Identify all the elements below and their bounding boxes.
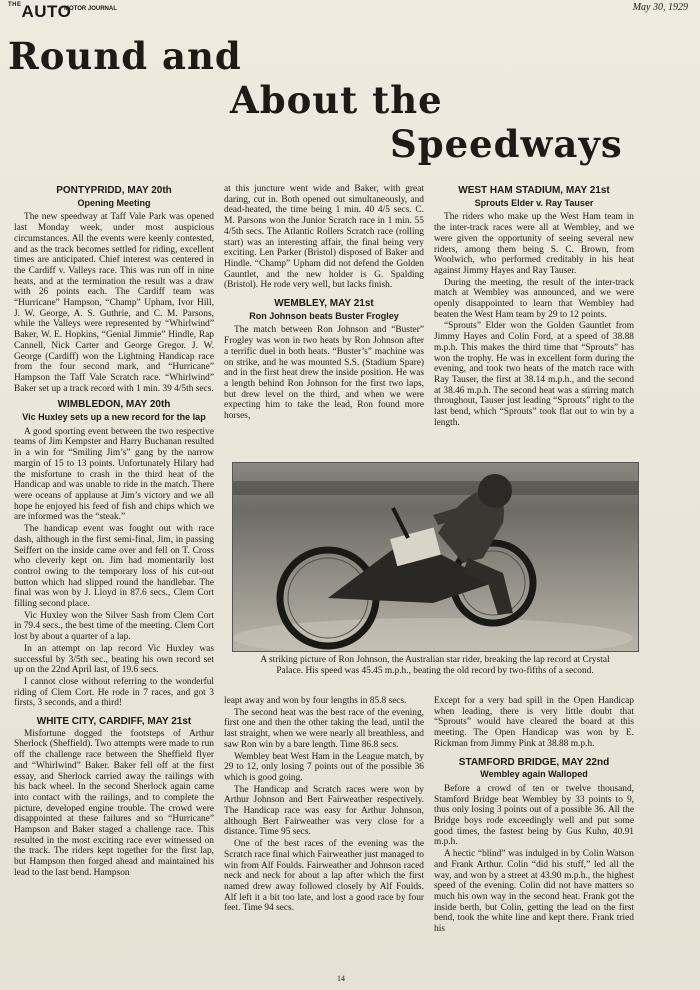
rider-image bbox=[233, 463, 638, 651]
speedway-photo bbox=[232, 462, 639, 652]
column-2 bbox=[224, 184, 424, 423]
section-heading-stamford-bridge: STAMFORD BRIDGE, MAY 22nd bbox=[458, 756, 610, 768]
paragraph: The Handicap and Scratch races were won by Arthur Johnson and Bert Fairweather respectively. The Handicap race was easy for Arthur Johnson, although Bert Fairweather was very close for a distance. Time 95 secs. bbox=[224, 784, 424, 838]
section-heading-wembley: WEMBLEY, MAY 21st bbox=[274, 298, 374, 310]
title-line-1: Round and bbox=[8, 34, 242, 78]
paragraph: I cannot close without referring to the wonderful riding of Clem Cort. He rode in 7 races, and got 3 firsts, 3 seconds, and a third! bbox=[14, 676, 214, 709]
section-subheading-johnson: Ron Johnson beats Buster Frogley bbox=[249, 310, 399, 321]
column-3 bbox=[434, 184, 634, 429]
paragraph: Misfortune dogged the footsteps of Arthur Sherlock (Sheffield). Two attempts were made to run off the challenge race between the Sheffield flyer and “Whirlwind” Baker. Baker fell off at the first essay, and Sherlock carried away the railings with his back wheel. In the second Sherlock again came into contact with the railings, and to complete the picture, developed engine trouble. The crowd were disappointed at these failures and so “Hurricane” Hampson and Baker staged a challenge race. This resulted in the most exciting race ever witnessed on the track. The riders kept together for the first lap, but Hampson then forged ahead and maintained his lead to the last bend. Hampson bbox=[14, 728, 214, 878]
paragraph: at this juncture went wide and Baker, with great daring, cut in. Both opened out simultaneously, and dead-heated, the time being 1 min. 40 4/5 secs. C. M. Parsons won the Junior Scratch race in 1 min. 55 4/5th secs. The Atlantic Rollers Scratch race (rolling start) was an interesting affair, the final being very exciting. Len Parker (Bristol) disposed of Baker and Hindle. “Champ” Upham did not defend the Golden Gauntlet, and the new holder is G. Spalding (Bristol). He rode very well, but lacks finish. bbox=[224, 184, 424, 291]
paragraph: “Sprouts” Elder won the Golden Gauntlet from Jimmy Hayes and Colin Ford, at a speed of 38.88 m.p.h. This makes the third time that “Sprouts” has won the trophy. He was in excellent form during the evening, and took two heats of the match race with Ray Tauser, the first at 38.14 m.p.h., and the second at 38.46 m.p.h. The second heat was a stirring match throughout, Tauser just leading “Sprouts” right to the last bend, which “Sprouts” took flat out to win by a length. bbox=[434, 321, 634, 428]
masthead-prefix: THE bbox=[8, 2, 22, 8]
masthead-name: AUTO bbox=[21, 2, 72, 21]
paragraph: A hectic “blind” was indulged in by Colin Watson and Frank Arthur. Colin “did his stuff,” led all the way, and won by a street at 43.90 m.p.h., the highest speed of the evening. Colin did not have matters so much his own way in the second heat. Frank got the inside berth, but Colin, getting the lead on the first bend, took the white line and kept there. Frank tried his bbox=[434, 849, 634, 935]
paragraph: The handicap event was fought out with race dash, although in the first semi-final, Jim, in passing Seiffert on the inside came over and fell on T. Cross who cleverly kept on. Jim had momentarily lost control owing to the temporary loss of his cut-out button which had slipped round the handlebar. The final was won by J. Lloyd in 87.6 secs., Clem Cort filling second place. bbox=[14, 524, 214, 610]
section-heading-west-ham: WEST HAM STADIUM, MAY 21st bbox=[458, 185, 610, 196]
paragraph: The second heat was the best race of the evening, first one and then the other taking the lead, until the last straight, when we were nearly all breathless, and saw Ron win by a bare length. Time 86.8 secs. bbox=[224, 707, 424, 750]
title-line-3: Speedways bbox=[390, 122, 623, 166]
section-subheading-sprouts: Sprouts Elder v. Ray Tauser bbox=[474, 197, 594, 208]
section-heading-wimbledon: WIMBLEDON, MAY 20th bbox=[57, 399, 171, 411]
paragraph: During the meeting, the result of the inter-track match at Wembley was announced, and we were openly disappointed to learn that Wembley had beaten the West Ham team by 29 to 12 points. bbox=[434, 277, 634, 320]
masthead-logo bbox=[8, 2, 71, 22]
section-heading-white-city: WHITE CITY, CARDIFF, MAY 21st bbox=[36, 716, 192, 728]
paragraph: Wembley beat West Ham in the League match, by 29 to 12, only losing 7 points out of the possible 36 which is good going. bbox=[224, 751, 424, 783]
section-heading-pontypridd: PONTYPRIDD, MAY 20th bbox=[56, 185, 172, 196]
section-subheading-wembley-walloped: Wembley again Walloped bbox=[480, 769, 588, 780]
paragraph: The match between Ron Johnson and “Buster” Frogley was won in two heats by Ron Johnson after a terrific duel in both heats. “Buster’s” machine was on strike, and he was mounted S.S. (Stadium Spare) and in the first heat drew the inside position. He was a length behind Ron Johnson for the first two laps, but drew level on the third, and when we were expecting him to take the lead, Ron found more horses, bbox=[224, 325, 424, 422]
issue-date: May 30, 1929 bbox=[632, 2, 688, 13]
paragraph: The new speedway at Taff Vale Park was opened last Monday week, under most auspicious circumstances. All the events were keenly contested, and as the track becomes settled for riding, excellent times are anticipated. Chief interest was centered in the Cardiff v. Valleys race. This was run off in nine heats, and at the termination the result was a draw with 26 points each. The Cardiff team was “Hurricane” Hampson, “Champ” Upham, Ivor Hill, J. W. George, A. S. Guthrie, and C. M. Parsons, while the Valleys were represented by “Whirlwind” Baker, W. E. Hopkins, “Genial Jimmie” Hindle, Rap Cannell, Nick Carter and George Gregor. J. W. George (Cardiff) won the Lightning Handicap race from the four second mark, and “Hurricane” Hampson the Taff Vale Scratch race. “Whirlwind” Baker set up a track record with 1 min. 39 4/5th secs. bbox=[14, 212, 214, 394]
column-4 bbox=[224, 696, 424, 915]
paragraph: One of the best races of the evening was the Scratch race final which Fairweather just managed to win from Alf Foulds. Fairweather and Johnson raced neck and neck for about a lap after which the first named drew away followed closely by Alf Foulds. Alf left it a bit too late, and lost a good race by four feet. Time 94 secs. bbox=[224, 839, 424, 914]
paragraph: A good sporting event between the two respective teams of Jim Kempster and Harry Buchanan resulted in a win for “Smiling Jim’s” gang by the narrow margin of 15 to 13 points. Unfortunately Hilary had the misfortune to crash in the third heat of the Handicap and was unable to ride in the match. There were oceans of applause at Jim’s victory and we all hope he enjoyed his feed of fish and chips which we are informed was the “steak.” bbox=[14, 426, 214, 523]
paragraph: In an attempt on lap record Vic Huxley was successful by 3/5th sec., beating his own record set up on the 22nd April last, of 19.6 secs. bbox=[14, 643, 214, 676]
page-number: 14 bbox=[337, 974, 345, 983]
section-subheading-opening: Opening Meeting bbox=[77, 197, 151, 208]
paragraph: Except for a very bad spill in the Open Handicap when leading, there is very little doubt that “Sprouts” would have cleared the board at this meeting. The Open Handicap was won by E. Rickman from Jimmy Pink at 38.88 m.p.h. bbox=[434, 696, 634, 749]
photo-caption: A striking picture of Ron Johnson, the Australian star rider, breaking the lap record at Crystal Palace. His speed was 45.45 m.p.h., beating the old record by two-fifths of a second. bbox=[260, 655, 610, 676]
masthead-subtitle: MOTOR JOURNAL bbox=[64, 6, 117, 12]
column-1 bbox=[14, 184, 214, 880]
section-subheading-huxley: Vic Huxley sets up a new record for the lap bbox=[22, 412, 206, 423]
paragraph: The riders who make up the West Ham team in the inter-track races were all at Wembley, and we were given the opportunity of seeing several new riders, among them being S. C. Brown, from Woolwich, who performed creditably in his heat against Jimmy Hayes and Ray Tauser. bbox=[434, 212, 634, 276]
title-line-2: About the bbox=[230, 78, 443, 122]
paragraph: Before a crowd of ten or twelve thousand, Stamford Bridge beat Wembley by 33 points to 9, thus only losing 3 points out of a possible 36. All the Bridge boys rode exceedingly well and put some good times, the fastest being by Gus Kuhn, 40.91 m.p.h. bbox=[434, 783, 634, 848]
column-5 bbox=[434, 696, 634, 936]
paragraph: Vic Huxley won the Silver Sash from Clem Cort in 79.4 secs., the best time of the meeting. Clem Cort lost by about a quarter of a lap. bbox=[14, 610, 214, 643]
paragraph: leapt away and won by four lengths in 85.8 secs. bbox=[224, 696, 407, 706]
